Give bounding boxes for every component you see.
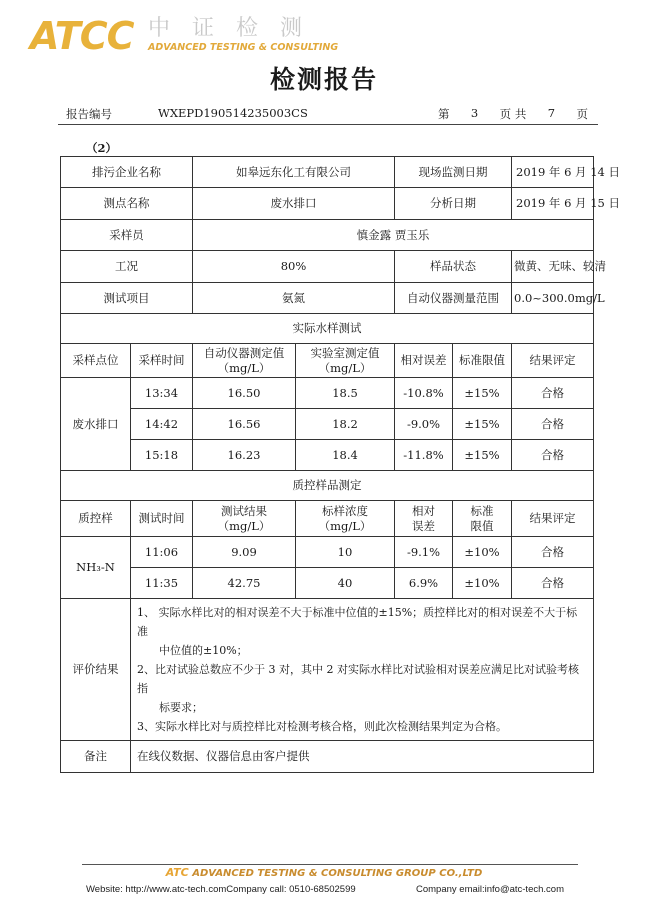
logo-text: ATCC	[30, 14, 134, 58]
qc-header-conc: 标样浓度 （mg/L）	[296, 501, 395, 537]
qc-time: 11:35	[131, 568, 193, 599]
evaluation-line-2: 2、比对试验总数应不少于 3 对，其中 2 对实际水样比对试验相对误差应满足比对试验考核指	[137, 663, 579, 695]
footer-contact	[86, 884, 356, 895]
water-header-lab: 实验室测定值 （mg/L）	[296, 344, 395, 378]
info-row-item	[61, 283, 594, 314]
qc-test-title-row	[61, 471, 594, 501]
info-row-point	[61, 188, 594, 220]
water-error: -9.0%	[395, 409, 453, 440]
footer-brand-prefix: ATC	[165, 866, 189, 879]
qc-time: 11:06	[131, 537, 193, 568]
qc-test-header-row	[61, 501, 594, 537]
evaluation-line-2-cont: 标要求；	[159, 701, 203, 714]
evaluation-line-1: 1、 实际水样比对的相对误差不大于标准中位值的±15%；质控样比对的相对误差不大于标准	[137, 606, 578, 638]
company-label: 排污企业名称	[61, 157, 193, 188]
footer-brand-text: ADVANCED TESTING & CONSULTING GROUP CO.,LTD	[192, 868, 483, 879]
remark-text: 在线仪数据、仪器信息由客户提供	[131, 741, 594, 773]
water-auto-value: 16.50	[193, 378, 296, 409]
water-test-title-row	[61, 314, 594, 344]
info-row-sampler	[61, 220, 594, 251]
company-logo	[30, 14, 339, 58]
footer-brand	[0, 866, 648, 879]
water-header-result: 结果评定	[512, 344, 594, 378]
point-value: 废水排口	[193, 188, 395, 220]
page-prefix: 第	[438, 107, 450, 121]
qc-row	[61, 568, 594, 599]
water-header-time: 采样时间	[131, 344, 193, 378]
water-lab-value: 18.5	[296, 378, 395, 409]
water-error: -10.8%	[395, 378, 453, 409]
qc-test-title: 质控样品测定	[61, 471, 594, 501]
water-row	[61, 440, 594, 471]
qc-header-time: 测试时间	[131, 501, 193, 537]
footer-email: Company email:info@atc-tech.com	[416, 884, 564, 895]
water-row	[61, 409, 594, 440]
report-no: WXEPD190514235003CS	[158, 106, 308, 120]
water-header-auto: 自动仪器测定值 （mg/L）	[193, 344, 296, 378]
item-value: 氨氮	[193, 283, 395, 314]
remark-row	[61, 741, 594, 773]
evaluation-text	[131, 599, 594, 741]
qc-header-error: 相对 误差	[395, 501, 453, 537]
monitor-date-label: 现场监测日期	[395, 157, 512, 188]
info-row-condition	[61, 251, 594, 283]
water-header-location: 采样点位	[61, 344, 131, 378]
evaluation-line-3: 3、实际水样比对与质控样比对检测考核合格，则此次检测结果判定为合格。	[137, 720, 507, 733]
company-value: 如皋远东化工有限公司	[193, 157, 395, 188]
page-indicator	[438, 106, 588, 122]
report-no-label: 报告编号	[66, 107, 112, 121]
logo-chinese-text: 中证检测	[148, 16, 325, 41]
water-row	[61, 378, 594, 409]
qc-header-eval: 结果评定	[512, 501, 594, 537]
water-test-header-row	[61, 344, 594, 378]
range-value: 0.0~300.0mg/L	[512, 283, 594, 314]
footer-divider	[82, 864, 578, 865]
page-suffix: 页	[576, 107, 588, 121]
item-label: 测试项目	[61, 283, 193, 314]
sample-state-label: 样品状态	[395, 251, 512, 283]
evaluation-line-1-cont: 中位值的±10%；	[159, 644, 248, 657]
qc-error: -9.1%	[395, 537, 453, 568]
water-lab-value: 18.2	[296, 409, 395, 440]
sampler-label: 采样员	[61, 220, 193, 251]
qc-error: 6.9%	[395, 568, 453, 599]
range-label: 自动仪器测量范围	[395, 283, 512, 314]
info-row-company	[61, 157, 594, 188]
water-limit: ±15%	[453, 378, 512, 409]
qc-conc: 40	[296, 568, 395, 599]
qc-row	[61, 537, 594, 568]
qc-conc: 10	[296, 537, 395, 568]
water-location: 废水排口	[61, 378, 131, 471]
qc-header-result: 测试结果 （mg/L）	[193, 501, 296, 537]
water-header-error: 相对误差	[395, 344, 453, 378]
water-result: 合格	[512, 378, 594, 409]
footer-phone: Company call: 0510-68502599	[226, 884, 356, 895]
water-lab-value: 18.4	[296, 440, 395, 471]
water-error: -11.8%	[395, 440, 453, 471]
sampler-value: 慎金露 贾玉乐	[193, 220, 594, 251]
report-table-main	[60, 156, 620, 773]
water-test-title: 实际水样测试	[61, 314, 594, 344]
section-number: （2）	[86, 141, 118, 155]
water-time: 15:18	[131, 440, 193, 471]
water-time: 14:42	[131, 409, 193, 440]
water-auto-value: 16.56	[193, 409, 296, 440]
qc-limit: ±10%	[453, 568, 512, 599]
evaluation-row	[61, 599, 594, 741]
water-limit: ±15%	[453, 440, 512, 471]
condition-label: 工况	[61, 251, 193, 283]
analysis-date-label: 分析日期	[395, 188, 512, 220]
water-result: 合格	[512, 440, 594, 471]
monitor-date-value: 2019 年 6 月 14 日	[512, 157, 594, 188]
point-label: 测点名称	[61, 188, 193, 220]
qc-header-sample: 质控样	[61, 501, 131, 537]
condition-value: 80%	[193, 251, 395, 283]
qc-result: 9.09	[193, 537, 296, 568]
evaluation-label: 评价结果	[61, 599, 131, 741]
page-mid: 页 共	[499, 107, 527, 121]
qc-header-limit: 标准 限值	[453, 501, 512, 537]
qc-sample-name: NH₃-N	[61, 537, 131, 599]
qc-eval: 合格	[512, 537, 594, 568]
page-total: 7	[547, 106, 556, 120]
qc-result: 42.75	[193, 568, 296, 599]
page-title: 检测报告	[269, 65, 378, 94]
water-time: 13:34	[131, 378, 193, 409]
qc-eval: 合格	[512, 568, 594, 599]
page-current: 3	[470, 106, 479, 120]
header-divider	[58, 124, 598, 125]
water-result: 合格	[512, 409, 594, 440]
remark-label: 备注	[61, 741, 131, 773]
logo-english-text: ADVANCED TESTING & CONSULTING	[148, 42, 339, 53]
footer-website: Website: http://www.atc-tech.com	[86, 884, 227, 895]
analysis-date-value: 2019 年 6 月 15 日	[512, 188, 594, 220]
water-header-limit: 标准限值	[453, 344, 512, 378]
sample-state-value: 微黄、无味、较清	[512, 251, 594, 283]
water-limit: ±15%	[453, 409, 512, 440]
water-auto-value: 16.23	[193, 440, 296, 471]
qc-limit: ±10%	[453, 537, 512, 568]
